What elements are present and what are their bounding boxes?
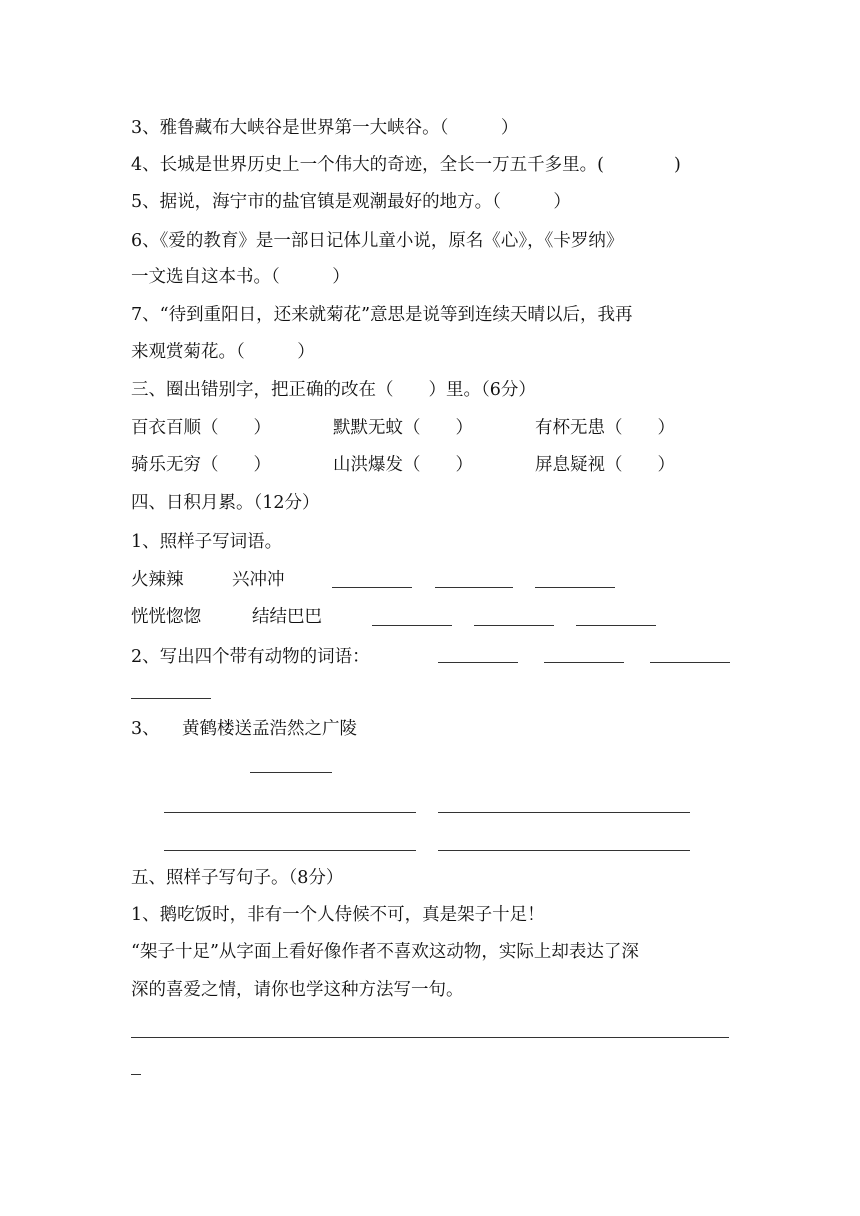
answer-line-tail[interactable]	[131, 1074, 141, 1075]
poem-line-blank[interactable]	[164, 812, 416, 813]
typo-item: 山洪爆发（ ）	[333, 455, 473, 475]
question-7-line1: 7、“待到重阳日，还来就菊花”意思是说等到连续天晴以后，我再	[131, 305, 633, 325]
section-5-q1-desc-line1: “架子十足”从字面上看好像作者不喜欢这动物，实际上却表达了深	[131, 942, 639, 962]
typo-item: 屏息疑视（ ）	[535, 455, 675, 475]
question-6-line1: 6、《爱的教育》是一部日记体儿童小说，原名《心》，《卡罗纳》	[131, 231, 624, 251]
answer-blank[interactable]	[650, 662, 730, 663]
typo-item: 骑乐无穷（ ）	[131, 455, 271, 475]
section-4-title: 四、日积月累。（12分）	[131, 493, 320, 513]
section-4-q3-number: 3、	[131, 719, 160, 739]
example-word: 兴冲冲	[232, 570, 285, 590]
poem-author-blank[interactable]	[250, 772, 332, 773]
question-4: 4、长城是世界历史上一个伟大的奇迹，全长一万五千多里。( )	[131, 155, 681, 175]
poem-line-blank[interactable]	[164, 850, 416, 851]
example-word: 结结巴巴	[252, 607, 322, 627]
poem-line-blank[interactable]	[438, 850, 690, 851]
question-5: 5、据说，海宁市的盐官镇是观潮最好的地方。（ ）	[131, 192, 571, 212]
question-7-line2: 来观赏菊花。（ ）	[131, 342, 315, 362]
answer-blank[interactable]	[372, 625, 452, 626]
answer-blank[interactable]	[535, 587, 615, 588]
poem-title: 黄鹤楼送孟浩然之广陵	[182, 719, 357, 739]
answer-line[interactable]	[131, 1037, 729, 1038]
answer-blank[interactable]	[438, 662, 518, 663]
answer-blank[interactable]	[474, 625, 554, 626]
example-word: 恍恍惚惚	[131, 607, 201, 627]
question-3: 3、雅鲁藏布大峡谷是世界第一大峡谷。（ ）	[131, 118, 519, 138]
typo-item: 默默无蚊（ ）	[333, 418, 473, 438]
answer-blank[interactable]	[544, 662, 624, 663]
answer-blank[interactable]	[332, 587, 412, 588]
answer-blank[interactable]	[435, 587, 513, 588]
section-3-title: 三、圈出错别字，把正确的改在（ ）里。（6分）	[131, 380, 536, 400]
question-6-line2: 一文选自这本书。（ ）	[131, 267, 350, 287]
typo-item: 百衣百顺（ ）	[131, 418, 271, 438]
section-5-q1-desc-line2: 深的喜爱之情，请你也学这种方法写一句。	[131, 980, 464, 1000]
section-5-q1: 1、鹅吃饭时，非有一个人侍候不可，真是架子十足！	[131, 905, 545, 925]
typo-item: 有杯无患（ ）	[535, 418, 675, 438]
poem-line-blank[interactable]	[438, 812, 690, 813]
section-4-q2: 2、写出四个带有动物的词语：	[131, 647, 370, 667]
section-4-q1: 1、照样子写词语。	[131, 532, 283, 552]
answer-blank[interactable]	[131, 698, 211, 699]
section-5-title: 五、照样子写句子。（8分）	[131, 868, 344, 888]
answer-blank[interactable]	[576, 625, 656, 626]
example-word: 火辣辣	[131, 570, 184, 590]
